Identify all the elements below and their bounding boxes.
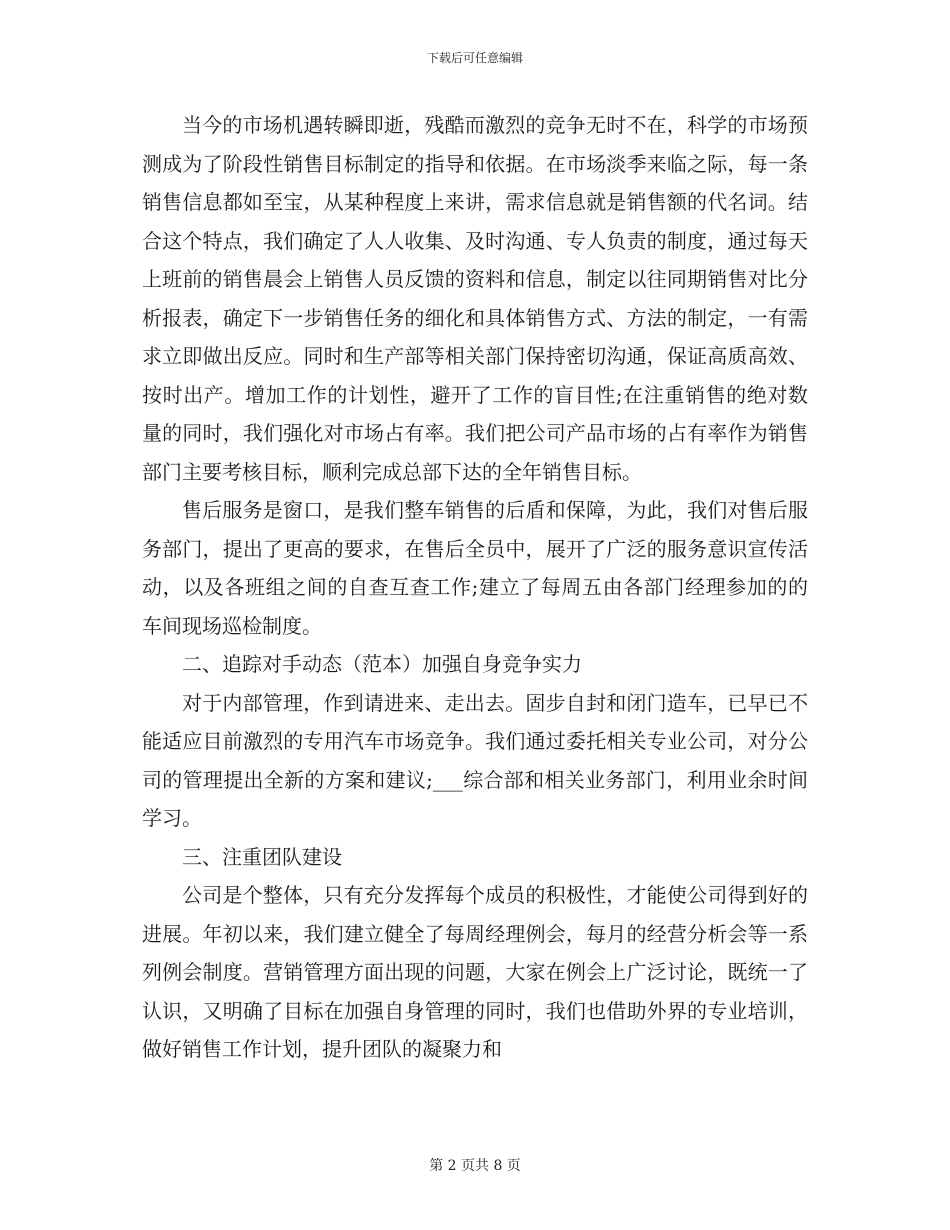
page-header: 下载后可任意编辑 <box>426 51 523 65</box>
page-number: 第 2 页共 8 页 <box>429 1158 521 1174</box>
document-body <box>142 106 808 1069</box>
paragraph-internal-management: 对于内部管理，作到请进来、走出去。固步自封和闭门造车，已早已不能适应目前激烈的专用汽车市场竞争。我们通过委托相关专业公司，对分公司的管理提出全新的方案和建议;___综合部和相关业务部门，利用业余时间学习。 <box>142 690 808 830</box>
paragraph-market-forecast: 当今的市场机遇转瞬即逝，残酷而激烈的竞争无时不在，科学的市场预测成为了阶段性销售目标制定的指导和依据。在市场淡季来临之际，每一条销售信息都如至宝，从某种程度上来讲，需求信息就是销售额的代名词。结合这个特点，我们确定了人人收集、及时沟通、专人负责的制度，通过每天上班前的销售晨会上销售人员反馈的资料和信息，制定以往同期销售对比分析报表，确定下一步销售任务的细化和具体销售方式、方法的制定，一有需求立即做出反应。同时和生产部等相关部门保持密切沟通，保证高质高效、按时出产。增加工作的计划性，避开了工作的盲目性;在注重销售的绝对数量的同时，我们强化对市场占有率。我们把公司产品市场的占有率作为销售部门主要考核目标，顺利完成总部下达的全年销售目标。 <box>142 113 808 484</box>
section-heading-competitors: 二、追踪对手动态（范本）加强自身竞争实力 <box>182 652 582 676</box>
section-heading-team-building: 三、注重团队建设 <box>182 844 342 869</box>
paragraph-team-building: 公司是个整体，只有充分发挥每个成员的积极性，才能使公司得到好的进展。年初以来，我们建立健全了每周经理例会，每月的经营分析会等一系列例会制度。营销管理方面出现的问题，大家在例会上广泛讨论，既统一了认识，又明确了目标在加强自身管理的同时，我们也借助外界的专业培训，做好销售工作计划，提升团队的凝聚力和 <box>142 883 808 1061</box>
paragraph-after-sales: 售后服务是窗口，是我们整车销售的后盾和保障，为此，我们对售后服务部门，提出了更高的要求，在售后全员中，展开了广泛的服务意识宣传活动，以及各班组之间的自查互查工作;建立了每周五由各部门经理参加的的车间现场巡检制度。 <box>142 498 808 638</box>
